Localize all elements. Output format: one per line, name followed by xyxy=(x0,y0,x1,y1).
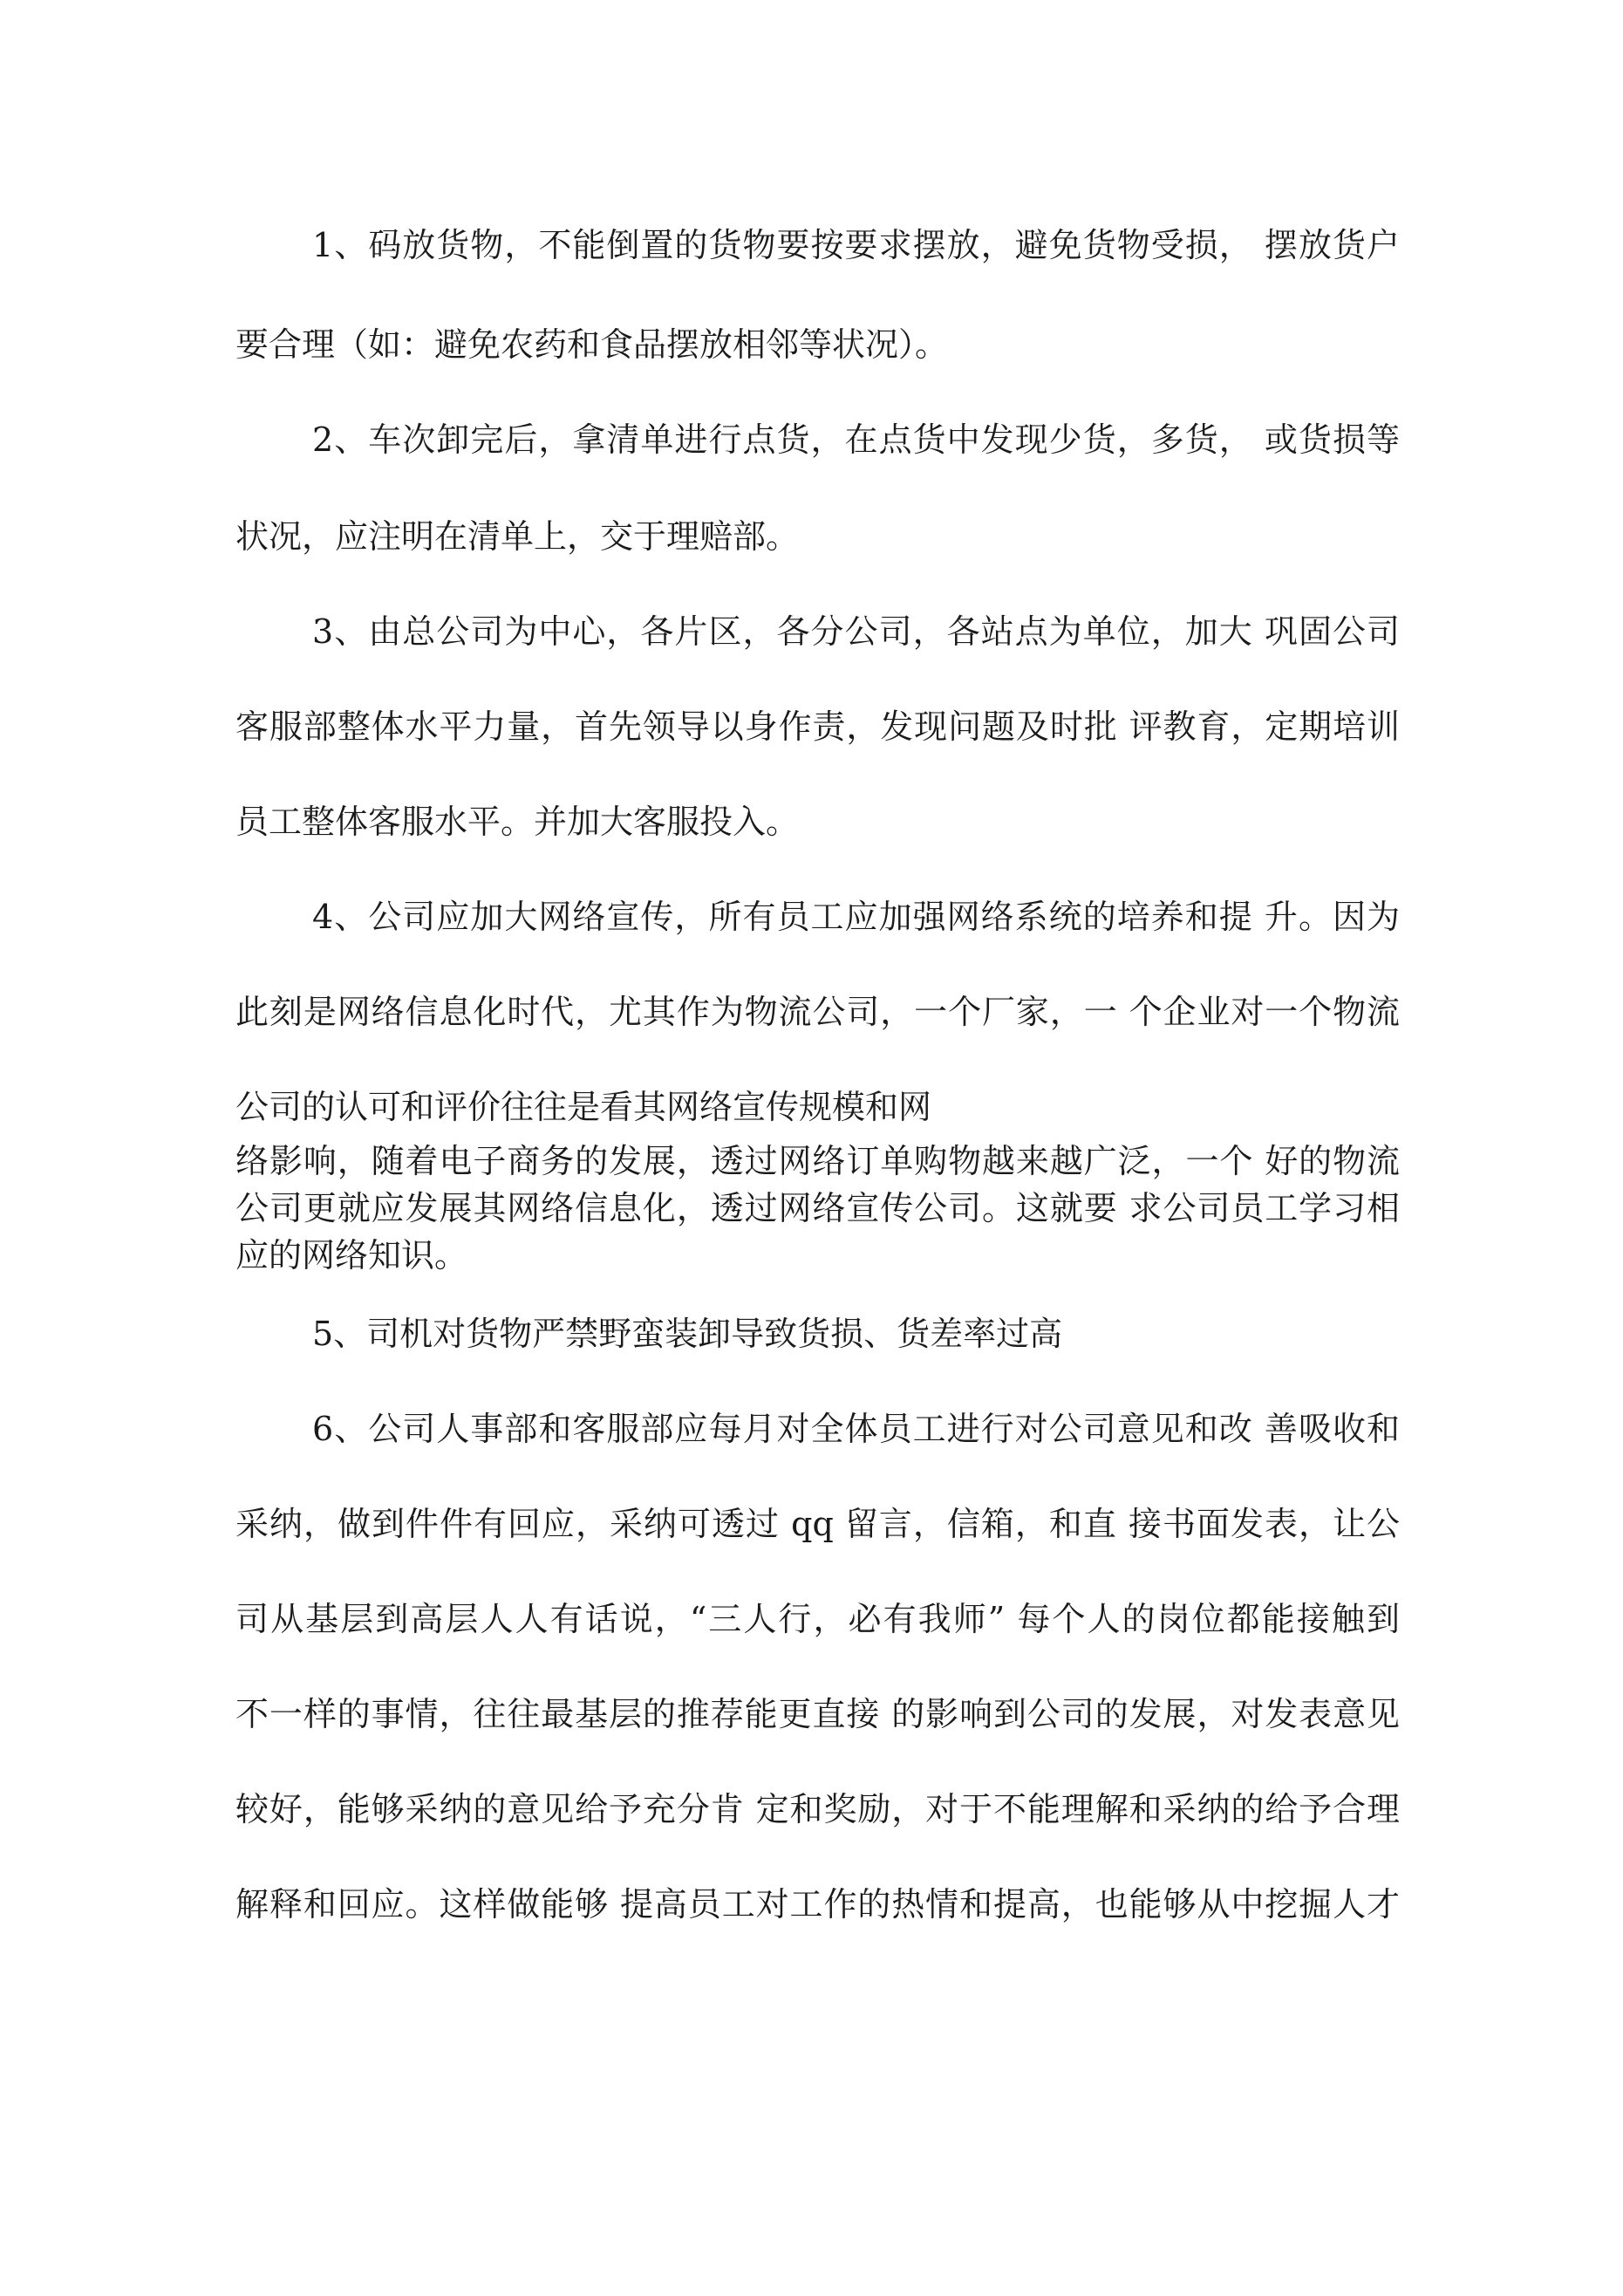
p2-line-1: 2、车次卸完后，拿清单进行点货，在点货中发现少货，多货， 或货损等 xyxy=(312,420,1400,459)
p3-line-1: 3、由总公司为中心，各片区，各分公司，各站点为单位，加大 巩固公司 xyxy=(312,612,1400,651)
p4-line-1: 4、公司应加大网络宣传，所有员工应加强网络系统的培养和提 升。因为 xyxy=(312,898,1400,936)
p4-line-3: 公司的认可和评价往往是看其网络宣传规模和网 xyxy=(235,1088,932,1126)
p6-line-6: 解释和回应。这样做能够 提高员工对工作的热情和提高，也能够从中挖掘人才 xyxy=(235,1885,1400,1924)
p6-line-2: 采纳，做到件件有回应，采纳可透过 qq 留言，信箱，和直 接书面发表，让公 xyxy=(235,1505,1400,1543)
p3-line-3: 员工整体客服水平。并加大客服投入。 xyxy=(235,803,800,841)
p6-line-1: 6、公司人事部和客服部应每月对全体员工进行对公司意见和改 善吸收和 xyxy=(312,1410,1400,1448)
p5-line-1: 5、司机对货物严禁野蛮装卸导致货损、货差率过高 xyxy=(312,1315,1063,1353)
p4-line-4: 络影响，随着电子商务的发展，透过网络订单购物越来越广泛，一个 好的物流 xyxy=(235,1142,1400,1180)
p1-line-1: 1、码放货物，不能倒置的货物要按要求摆放，避免货物受损， 摆放货户 xyxy=(312,226,1400,264)
p1-line-2: 要合理（如：避免农药和食品摆放相邻等状况）。 xyxy=(235,325,949,364)
p4-line-6: 应的网络知识。 xyxy=(235,1236,468,1274)
p3-line-2: 客服部整体水平力量，首先领导以身作责，发现问题及时批 评教育，定期培训 xyxy=(235,707,1400,746)
p6-line-5: 较好，能够采纳的意见给予充分肯 定和奖励，对于不能理解和采纳的给予合理 xyxy=(235,1790,1400,1828)
p2-line-2: 状况，应注明在清单上，交于理赔部。 xyxy=(235,517,800,556)
p6-line-3: 司从基层到高层人人有话说，“三人行，必有我师” 每个人的岗位都能接触到 xyxy=(235,1600,1400,1638)
p6-line-4: 不一样的事情，往往最基层的推荐能更直接 的影响到公司的发展，对发表意见 xyxy=(235,1695,1400,1733)
p4-line-5: 公司更就应发展其网络信息化，透过网络宣传公司。这就要 求公司员工学习相 xyxy=(235,1189,1400,1227)
p4-line-2: 此刻是网络信息化时代，尤其作为物流公司，一个厂家，一 个企业对一个物流 xyxy=(235,993,1400,1031)
